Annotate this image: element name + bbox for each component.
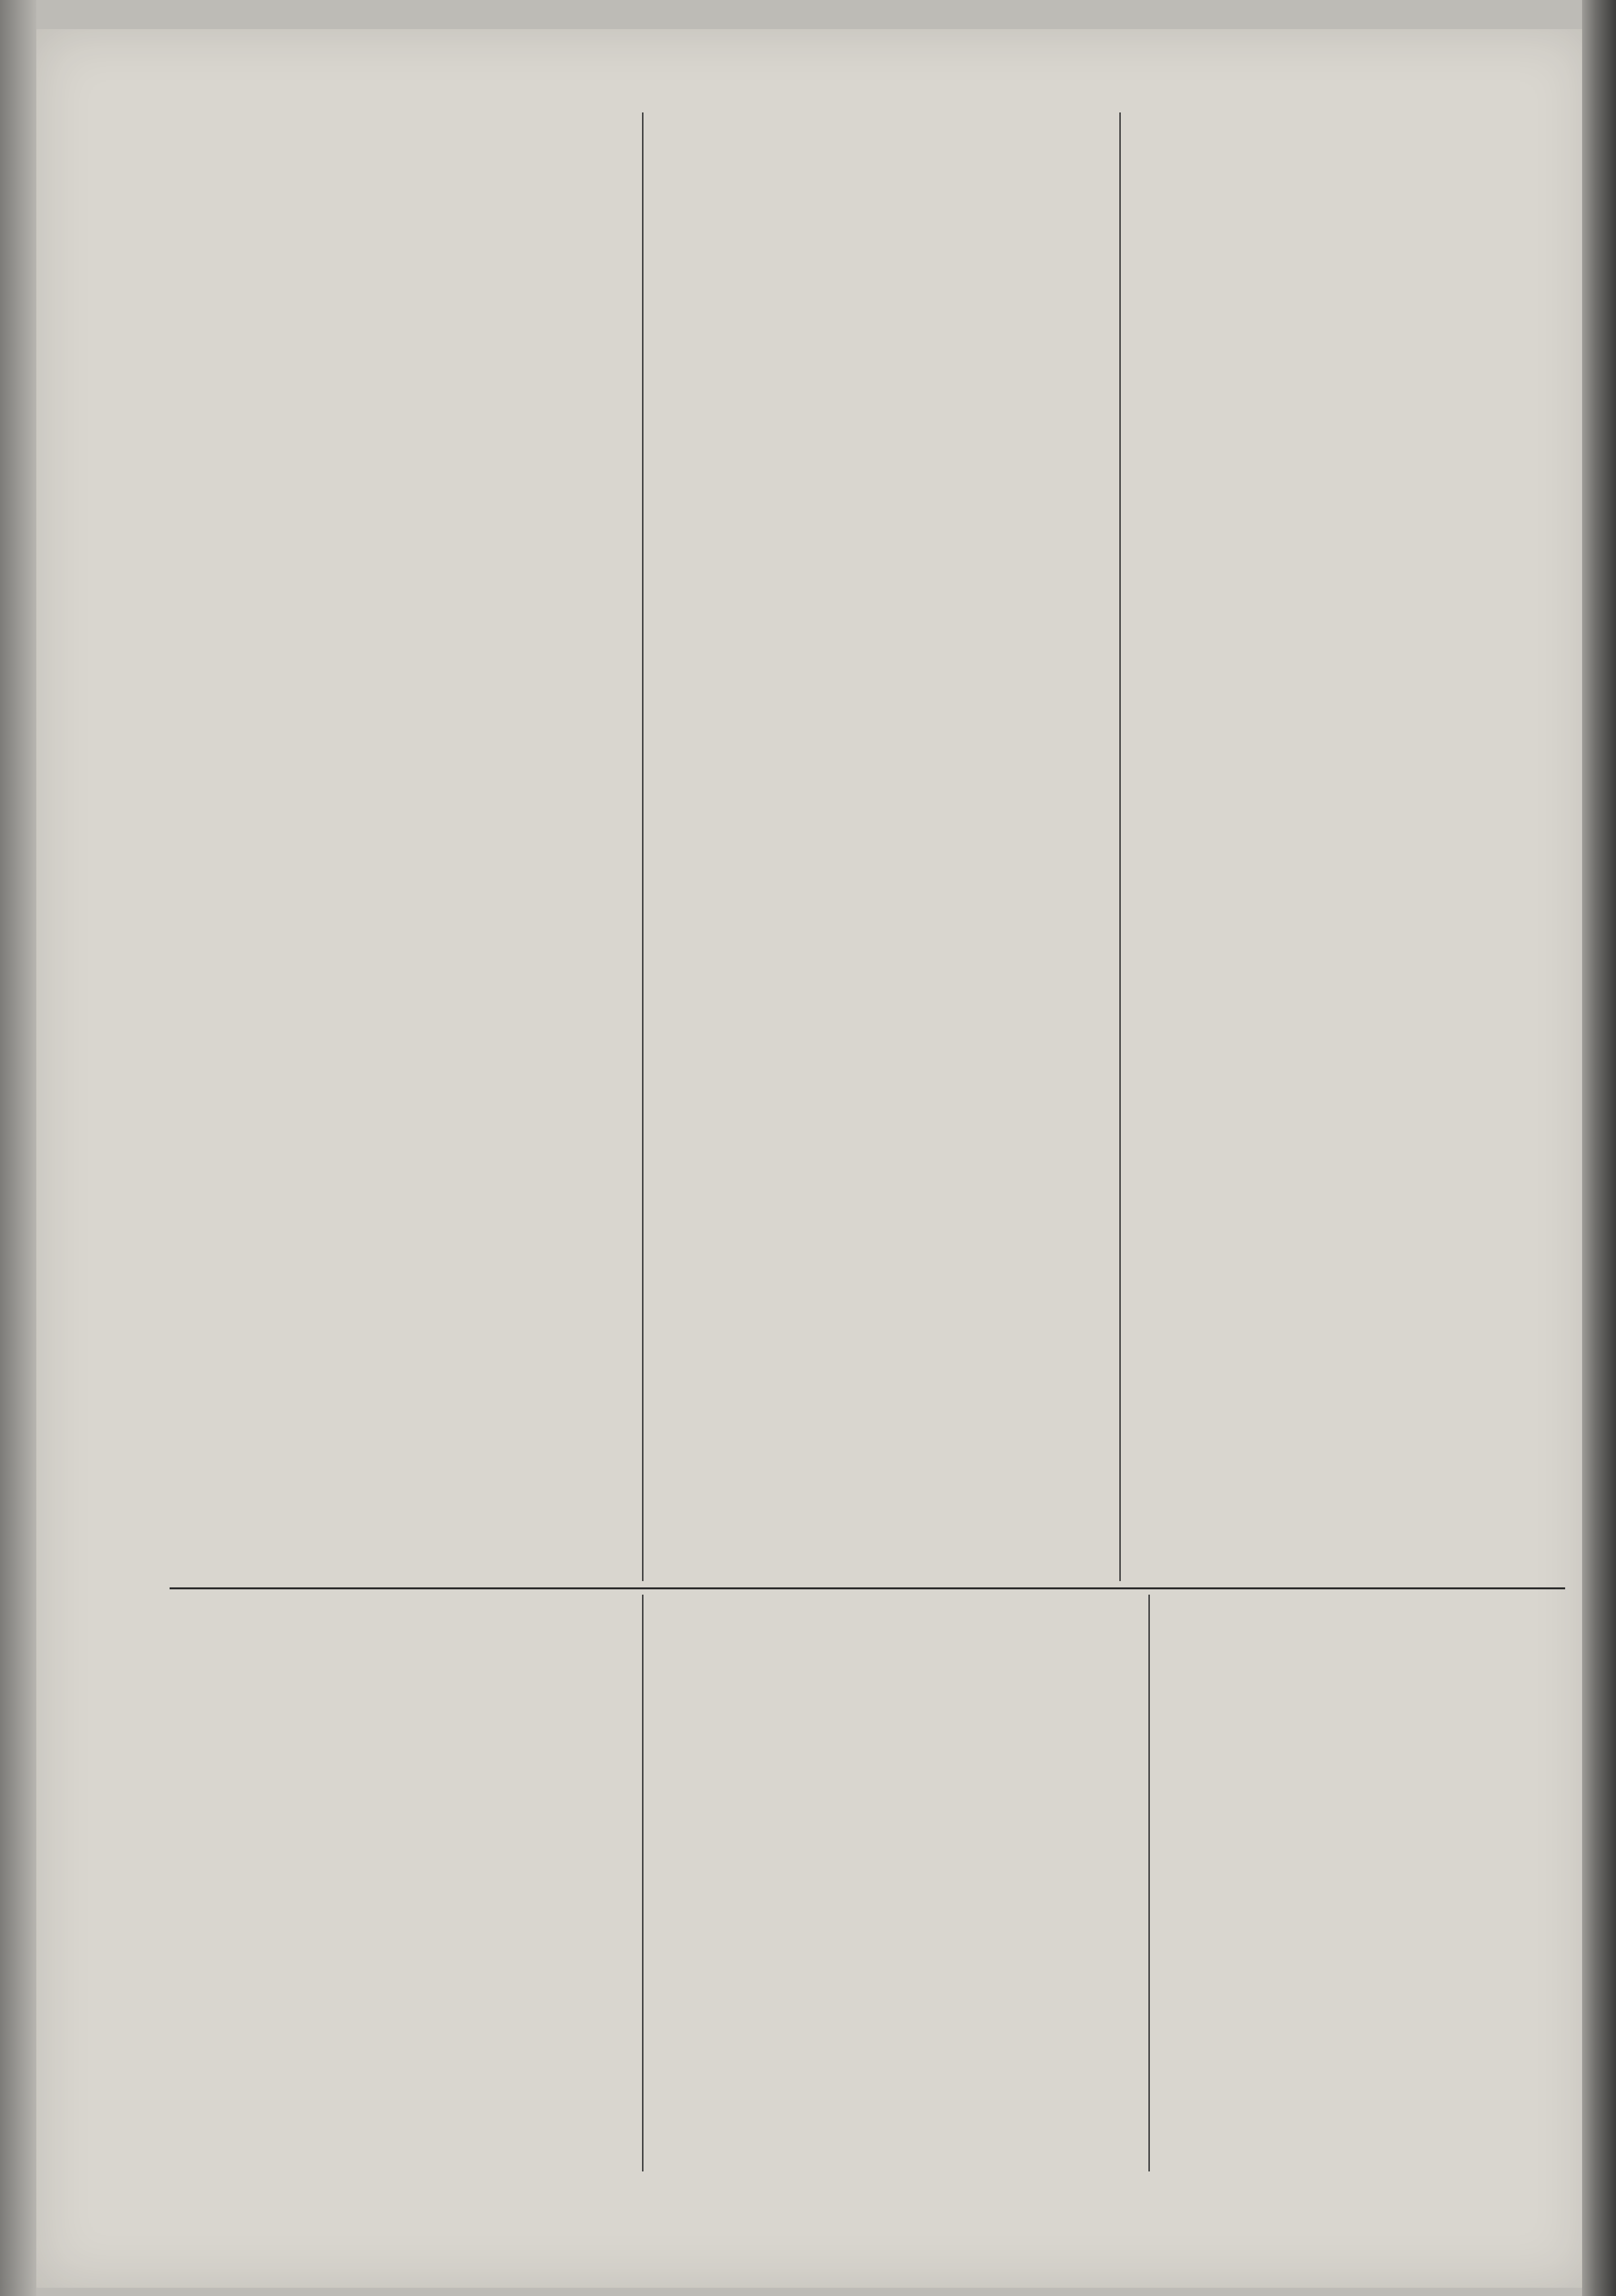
bottom-column-2 xyxy=(649,1596,1114,2171)
bottom-column-1 xyxy=(171,1604,635,2171)
top-column-1 xyxy=(171,132,635,1581)
feuilleton-divider xyxy=(170,1587,1565,1589)
bottom-column-rule-2 xyxy=(1148,1595,1150,2171)
book-spine-shadow xyxy=(1582,0,1616,2296)
bottom-column-3 xyxy=(1163,1596,1563,2171)
bottom-column-rule-1 xyxy=(642,1595,643,2171)
scan-left-edge xyxy=(0,0,36,2296)
top-column-3 xyxy=(1127,112,1563,1581)
top-column-2 xyxy=(649,112,1114,1581)
column-rule-1 xyxy=(642,112,643,1581)
column-rule-2 xyxy=(1119,112,1121,1581)
